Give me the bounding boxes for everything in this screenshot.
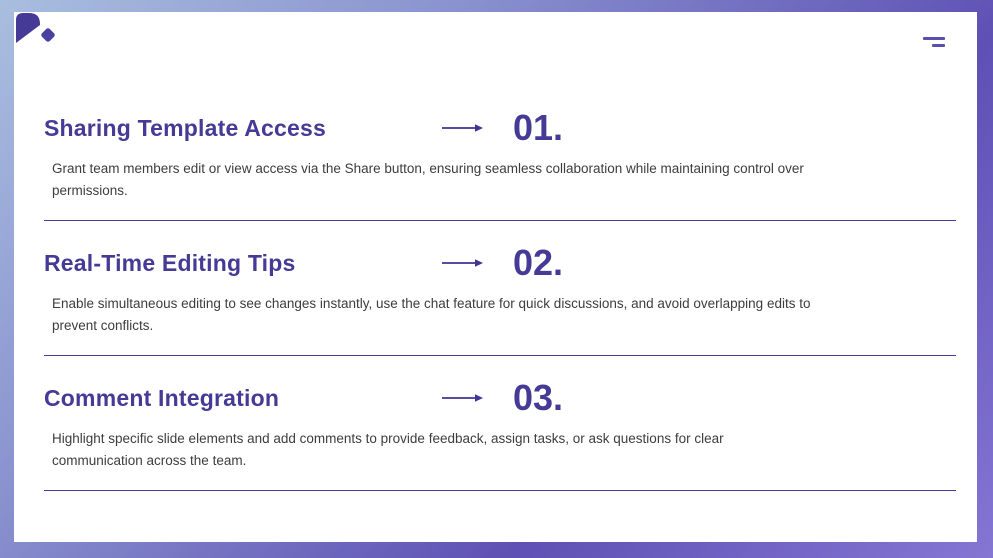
slide-content [14,12,977,491]
hamburger-menu-icon[interactable] [923,37,945,47]
section-2-number: 02. [513,242,564,283]
section-2-title: Real-Time Editing Tips [44,249,296,276]
section-3 [44,376,956,491]
section-1-header [44,106,956,150]
brand-logo-icon [16,13,60,47]
section-1 [44,106,956,221]
section-2-divider [44,355,956,356]
section-3-title: Comment Integration [44,384,280,411]
section-1-title: Sharing Template Access [44,114,326,141]
right-arrow-icon [442,392,484,404]
menu-bar-top [923,37,945,40]
section-1-number: 01. [513,107,564,148]
section-1-description: Grant team members edit or view access via the Share button, ensuring seamless collaboration while maintaining control over permissions. [52,161,804,198]
section-2-header [44,241,956,285]
section-3-description: Highlight specific slide elements and add comments to provide feedback, assign tasks, or ask questions for clear communication across the team. [52,431,724,468]
menu-bar-bottom [932,44,945,47]
section-1-divider [44,220,956,221]
slide-card [14,12,977,542]
right-arrow-icon [442,122,484,134]
right-arrow-icon [442,257,484,269]
section-3-divider [44,490,956,491]
section-2-description: Enable simultaneous editing to see changes instantly, use the chat feature for quick discussions, and avoid overlapping edits to prevent conflicts. [52,296,811,333]
section-3-header [44,376,956,420]
section-3-number: 03. [513,377,564,418]
section-2 [44,241,956,356]
